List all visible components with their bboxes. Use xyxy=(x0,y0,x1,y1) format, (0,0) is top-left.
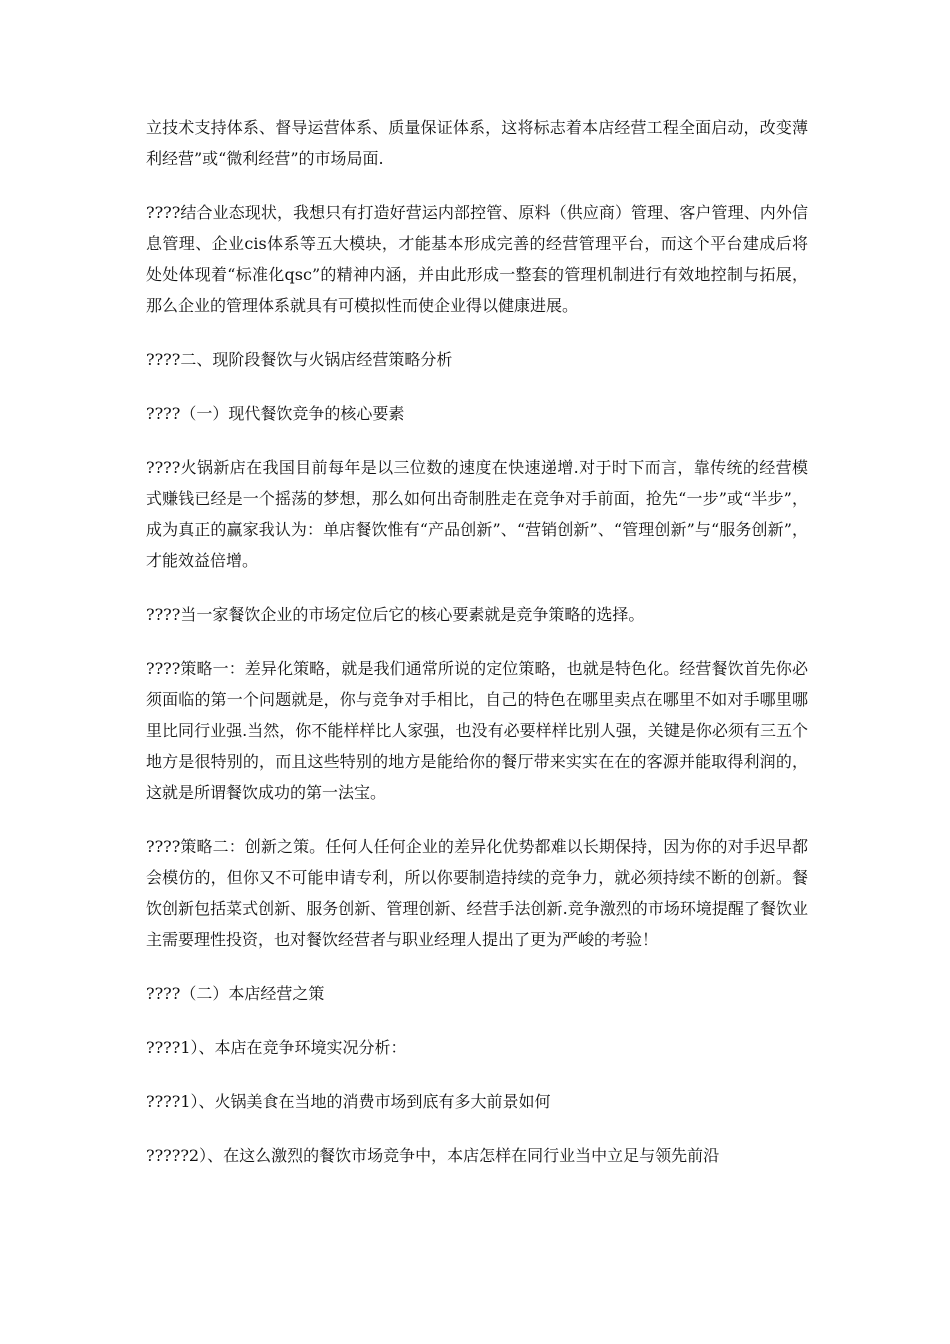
paragraph-intro-continuation: 立技术支持体系、督导运营体系、质量保证体系，这将标志着本店经营工程全面启动，改变薄利经营”或“微利经营”的市场局面. xyxy=(146,118,808,168)
paragraph-strategy-one: ????策略一：差异化策略，就是我们通常所说的定位策略，也就是特色化。经营餐饮首先你必须面临的第一个问题就是，你与竞争对手相比，自己的特色在哪里卖点在哪里不如对手哪里哪里比同行业强.当然，你不能样样比人家强，也没有必要样样比别人强，关键是你必须有三五个地方是很特别的，而且这些特别的地方是能给你的餐厅带来实实在在的客源并能取得利润的，这就是所谓餐饮成功的第一法宝。 xyxy=(146,659,808,802)
document-body xyxy=(146,112,808,1194)
paragraph-hotpot-growth: ????火锅新店在我国目前每年是以三位数的速度在快速递增.对于时下而言，靠传统的经营模式赚钱已经是一个摇荡的梦想，那么如何出奇制胜走在竞争对手前面，抢先“一步”或“半步”，成为真正的赢家我认为：单店餐饮惟有“产品创新”、“营销创新”、“管理创新”与“服务创新”，才能效益倍增。 xyxy=(146,458,808,570)
list-item-competition: ?????2）、在这么激烈的餐饮市场竞争中，本店怎样在同行业当中立足与领先前沿 xyxy=(146,1146,720,1165)
heading-subsection-two: ????（二）本店经营之策 xyxy=(146,984,325,1003)
paragraph-management-platform: ????结合业态现状，我想只有打造好营运内部控管、原料（供应商）管理、客户管理、内外信息管理、企业cis体系等五大模块，才能基本形成完善的经营管理平台，而这个平台建成后将处处体现着“标准化qsc”的精神内涵，并由此形成一整套的管理机制进行有效地控制与拓展，那么企业的管理体系就具有可模拟性而使企业得以健康进展。 xyxy=(146,203,808,315)
paragraph-core-element: ????当一家餐饮企业的市场定位后它的核心要素就是竞争策略的选择。 xyxy=(146,605,645,624)
list-item-analysis: ????1）、本店在竞争环境实况分析： xyxy=(146,1038,407,1057)
paragraph-strategy-two: ????策略二：创新之策。任何人任何企业的差异化优势都难以长期保持，因为你的对手迟早都会模仿的，但你又不可能申请专利，所以你要制造持续的竞争力，就必须持续不断的创新。餐饮创新包括菜式创新、服务创新、管理创新、经营手法创新.竞争激烈的市场环境提醒了餐饮业主需要理性投资，也对餐饮经营者与职业经理人提出了更为严峻的考验！ xyxy=(146,837,808,949)
heading-section-two: ????二、现阶段餐饮与火锅店经营策略分析 xyxy=(146,350,453,369)
heading-subsection-one: ????（一）现代餐饮竞争的核心要素 xyxy=(146,404,405,423)
list-item-market-prospect: ????1）、火锅美食在当地的消费市场到底有多大前景如何 xyxy=(146,1092,551,1111)
